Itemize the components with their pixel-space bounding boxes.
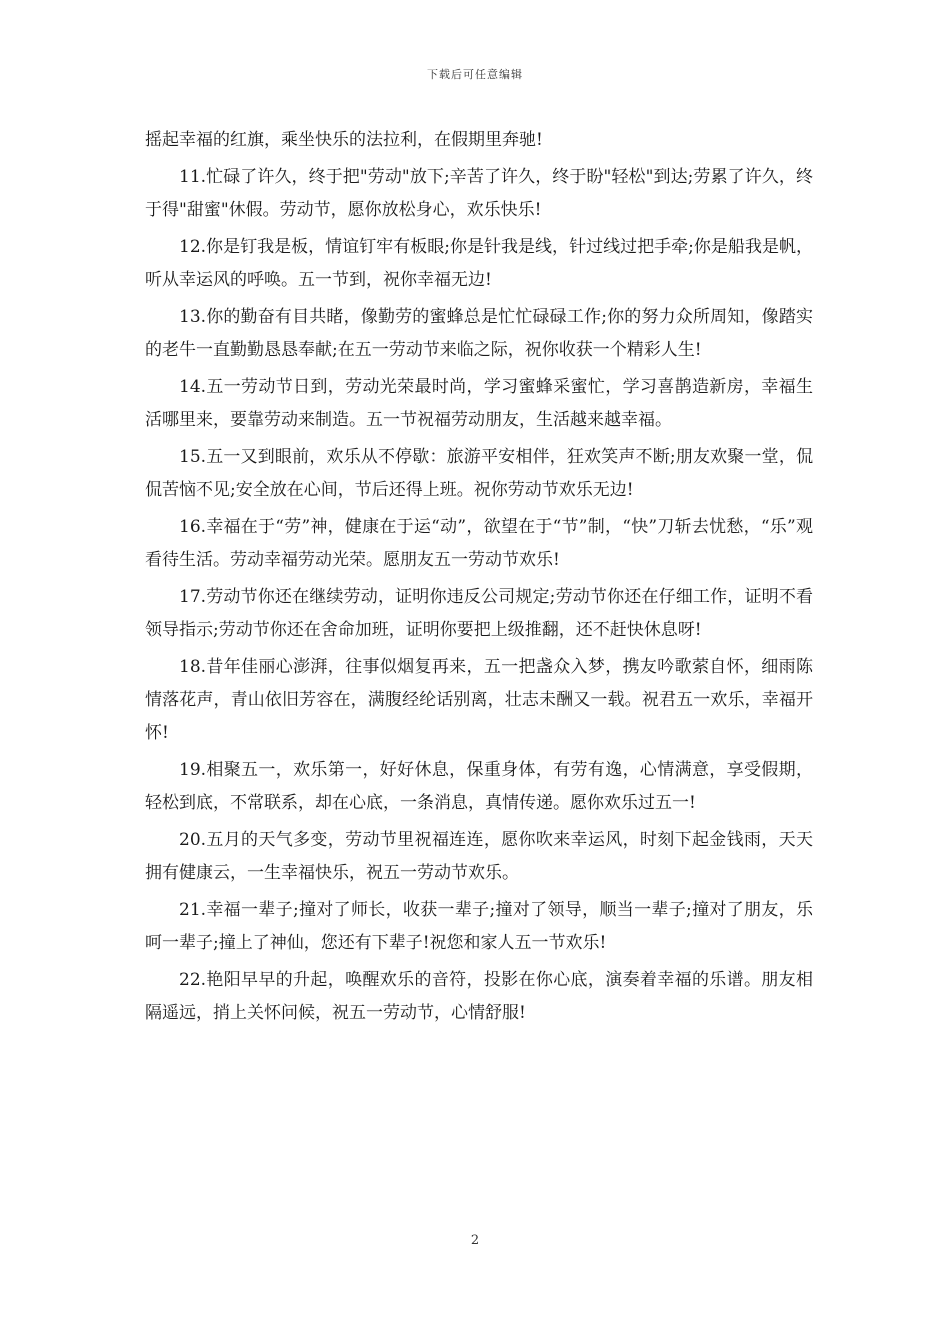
paragraph-13: 13.你的勤奋有目共睹，像勤劳的蜜蜂总是忙忙碌碌工作;你的努力众所周知，像踏实的老牛一直勤勤恳恳奉献;在五一劳动节来临之际，祝你收获一个精彩人生! (145, 307, 813, 360)
page-number: 2 (470, 1233, 480, 1248)
paragraph-16: 16.幸福在于“劳”神，健康在于运“动”，欲望在于“节”制，“快”刀斩去忧愁，“乐”观看待生活。劳动幸福劳动光荣。愿朋友五一劳动节欢乐! (145, 517, 813, 570)
paragraph-18: 18.昔年佳丽心澎湃，往事似烟复再来，五一把盏众入梦，携友吟歌萦自怀，细雨陈情落花声，青山依旧芳容在，满腹经纶话别离，壮志未酬又一载。祝君五一欢乐，幸福开怀! (145, 657, 813, 743)
paragraph-15: 15.五一又到眼前，欢乐从不停歇：旅游平安相伴，狂欢笑声不断;朋友欢聚一堂，侃侃苦恼不见;安全放在心间，节后还得上班。祝你劳动节欢乐无边! (145, 447, 813, 500)
paragraph-21: 21.幸福一辈子;撞对了师长，收获一辈子;撞对了领导，顺当一辈子;撞对了朋友，乐呵一辈子;撞上了神仙，您还有下辈子!祝您和家人五一节欢乐! (145, 900, 813, 953)
paragraph-20: 20.五月的天气多变，劳动节里祝福连连，愿你吹来幸运风，时刻下起金钱雨，天天拥有健康云，一生幸福快乐，祝五一劳动节欢乐。 (145, 830, 813, 883)
paragraph-22: 22.艳阳早早的升起，唤醒欢乐的音符，投影在你心底，演奏着幸福的乐谱。朋友相隔遥远，捎上关怀问候，祝五一劳动节，心情舒服! (145, 970, 813, 1023)
paragraph-17: 17.劳动节你还在继续劳动，证明你违反公司规定;劳动节你还在仔细工作，证明不看领导指示;劳动节你还在舍命加班，证明你要把上级推翻，还不赶快休息呀! (145, 587, 813, 640)
paragraph-11: 11.忙碌了许久，终于把"劳动"放下;辛苦了许久，终于盼"轻松"到达;劳累了许久，终于得"甜蜜"休假。劳动节，愿你放松身心，欢乐快乐! (145, 167, 813, 220)
paragraph-19: 19.相聚五一，欢乐第一，好好休息，保重身体，有劳有逸，心情满意，享受假期，轻松到底，不常联系，却在心底，一条消息，真情传递。愿你欢乐过五一! (145, 760, 813, 813)
document-body (145, 124, 813, 1034)
paragraph-continuation: 摇起幸福的红旗，乘坐快乐的法拉利，在假期里奔驰! (145, 130, 543, 150)
paragraph-12: 12.你是钉我是板，情谊钉牢有板眼;你是针我是线，针过线过把手牵;你是船我是帆，听从幸运风的呼唤。五一节到，祝你幸福无边! (145, 237, 813, 290)
page-header: 下载后可任意编辑 (427, 68, 523, 81)
paragraph-14: 14.五一劳动节日到，劳动光荣最时尚，学习蜜蜂采蜜忙，学习喜鹊造新房，幸福生活哪里来，要靠劳动来制造。五一节祝福劳动朋友，生活越来越幸福。 (145, 377, 813, 430)
